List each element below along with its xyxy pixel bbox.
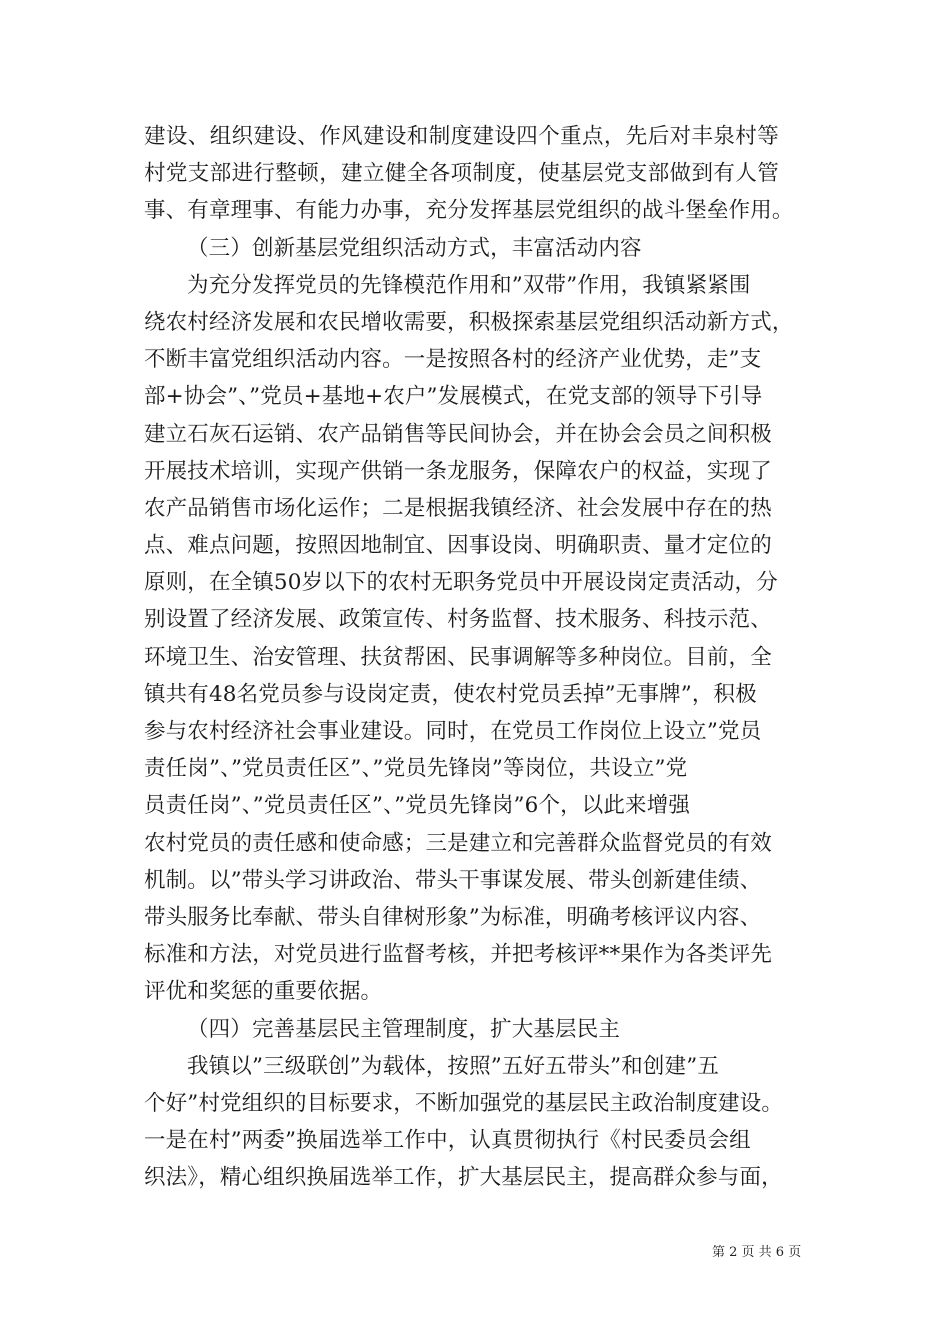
text-line: 建设、组织建设、作风建设和制度建设四个重点，先后对丰泉村等 [144,124,780,149]
text-line: 标准和方法，对党员进行监督考核，并把考核评**果作为各类评先 [144,942,773,968]
document-body [144,118,816,1196]
section-heading: （四）完善基层民主管理制度，扩大基层民主 [187,1016,621,1042]
text-line: 员责任岗”、”党员责任区”、”党员先锋岗”6个，以此来增强 [144,793,690,819]
text-line: 别设置了经济发展、政策宣传、村务监督、技术服务、科技示范、 [144,607,772,633]
text-line: 点、难点问题，按照因地制宜、因事设岗、明确职责、量才定位的 [144,533,772,559]
section-heading: （三）创新基层党组织活动方式，丰富活动内容 [187,235,642,261]
text-line: 评优和奖惩的重要依据。 [144,979,383,1005]
page-number: 第 2 页 共 6 页 [712,1245,802,1260]
text-line: 农村党员的责任感和使命感；三是建立和完善群众监督党员的有效 [144,830,772,856]
text-line: 机制。以”带头学习讲政治、带头干事谋发展、带头创新建佳绩、 [144,867,762,893]
text-line: 绕农村经济发展和农民增收需要，积极探索基层党组织活动新方式， [144,309,794,335]
text-line: 一是在村”两委”换届选举工作中，认真贯彻执行《村民委员会组 [144,1128,751,1154]
text-line: 部+协会”、”党员+基地+农户”发展模式，在党支部的领导下引导 [144,384,763,410]
text-line: 带头服务比奉献、带头自律树形象”为标准，明确考核评议内容、 [144,904,762,930]
text-line: 原则，在全镇50岁以下的农村无职务党员中开展设岗定责活动，分 [144,570,778,596]
text-line: 我镇以”三级联创”为载体，按照”五好五带头”和创建”五 [187,1053,720,1079]
text-line: 镇共有48名党员参与设岗定责，使农村党员丢掉”无事牌”，积极 [144,681,757,707]
text-line: 个好”村党组织的目标要求，不断加强党的基层民主政治制度建设。 [144,1090,783,1116]
text-line: 参与农村经济社会事业建设。同时，在党员工作岗位上设立”党员 [144,719,762,744]
text-line: 为充分发挥党员的先锋模范作用和”双带”作用，我镇紧紧围 [187,272,751,298]
text-line: 织法》，精心组织换届选举工作，扩大基层民主，提高群众参与面， [144,1165,783,1191]
text-line: 不断丰富党组织活动内容。一是按照各村的经济产业优势，走”支 [144,347,762,373]
text-line: 农产品销售市场化运作；二是根据我镇经济、社会发展中存在的热 [144,495,772,521]
text-line: 村党支部进行整顿，建立健全各项制度，使基层党支部做到有人管 [144,161,780,187]
text-line: 开展技术培训，实现产供销一条龙服务，保障农户的权益，实现了 [144,458,772,484]
text-line: 事、有章理事、有能力办事，充分发挥基层党组织的战斗堡垒作用。 [144,198,794,224]
text-line: 建立石灰石运销、农产品销售等民间协会，并在协会会员之间积极 [144,421,772,447]
text-line: 环境卫生、治安管理、扶贫帮困、民事调解等多种岗位。目前，全 [144,644,772,670]
text-line: 责任岗”、”党员责任区”、”党员先锋岗”等岗位，共设立”党 [144,756,688,782]
